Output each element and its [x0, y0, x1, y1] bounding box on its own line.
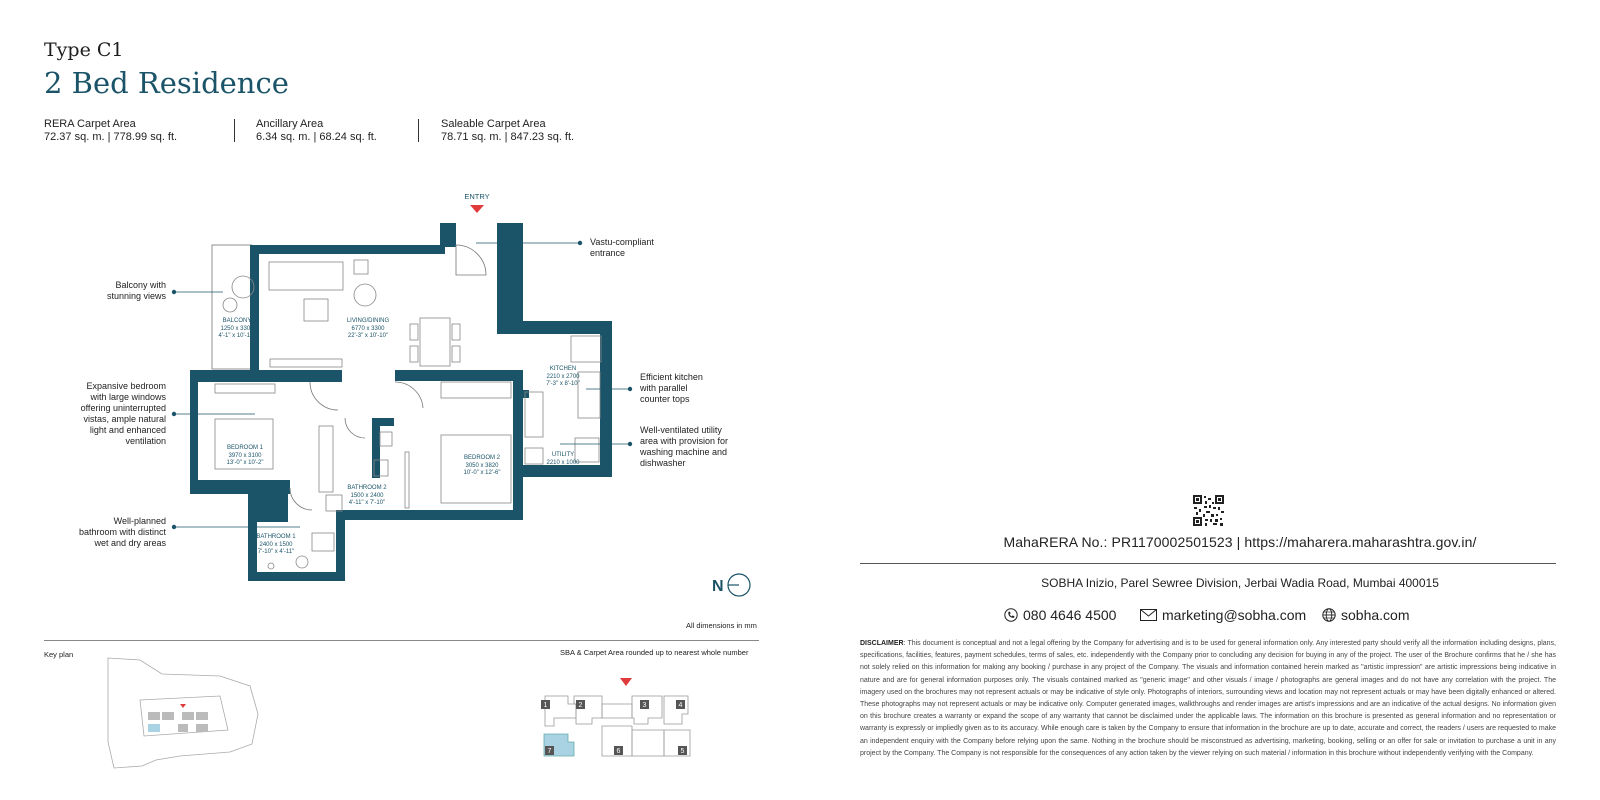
room-utility-name: UTILITY — [551, 452, 575, 458]
callout-kitchen: Efficient kitchen with parallel counter tops — [640, 372, 703, 404]
room-bathroom1-mm: 2400 x 1500 — [259, 542, 293, 548]
unit-number: 4 — [678, 702, 683, 709]
area-label: Ancillary Area — [256, 118, 324, 130]
room-balcony-mm: 1250 x 3300 — [220, 326, 254, 332]
web-contact[interactable] — [1322, 607, 1409, 623]
phone-contact[interactable] — [1004, 607, 1116, 623]
area-label: Saleable Carpet Area — [441, 118, 546, 130]
unit-number: 1 — [543, 702, 548, 709]
unit-number: 3 — [642, 702, 647, 709]
disclaimer-text: : This document is conceptual and not a legal offering by the Company for advertising and is to be used for general information only. Any interested party should verify all the information including designs, plans, specifications, facilities, features, payment schedules, terms of sales, etc. independently with the Company prior to concluding any decision for buying in any of the project. The user of the Brochure confirms that he / she has not solely relied on this information for making any booking / purchase in any project of the Company. The visuals and information contained herein marked as "artistic impression" are artistic impressions being indicative in nature and are for general information purposes only. The visuals contained marked as "generic image" and other visuals / image / photographs are general images and do not have any correlation with the project. The imagery used on the brochures may not represent actuals or may be indicative of style only. Photographs of interiors, surrounding views and location may not represent actuals or may have been digitally enhanced or altered. These photographs may not represent actuals or may be indicative only. Computer generated images, walkthroughs and render images are artist's impressions and are an indicative of the actual designs. No information given on this brochure creates a warranty or expand the scope of any warranty that cannot be disclaimed under the applicable laws. The information on this brochure is presented as general information and no representation or warranty is expressly or impliedly given as to its accuracy. While enough care is taken by the Company to ensure that information in the brochure are up to date, accurate and correct, the readers / users are requested to make an independent enquiry with the Company before relying upon the same. Nothing in the brochure should be misconstrued as advertising, marketing, booking, selling or an offer for sale or invitation to purchase a unit in any project by the Company. The Company is not responsible for the consequences of any action taken by the viewer relying on such material / information in this brochure without independently verifying with the Company. — [860, 640, 1556, 757]
globe-icon — [1322, 608, 1336, 622]
room-utility-ft: 7'-3" x 3'-3" — [547, 467, 579, 473]
rera-registration: MahaRERA No.: PR1170002501523 | https://maharera.maharashtra.gov.in/ — [1003, 534, 1477, 550]
room-bathroom2-mm: 1500 x 2400 — [350, 493, 384, 499]
room-bedroom2-ft: 10'-0" x 12'-6" — [463, 470, 501, 476]
entry-marker-icon — [620, 678, 632, 686]
unit-type-label: Type C1 — [44, 39, 124, 61]
room-bathroom1-ft: 7'-10" x 4'-11" — [257, 549, 295, 555]
key-plan-site-map — [100, 652, 265, 772]
room-kitchen-name: KITCHEN — [549, 366, 577, 372]
phone-number[interactable]: 080 4646 4500 — [1023, 607, 1117, 623]
phone-icon — [1004, 608, 1018, 622]
sba-note: SBA & Carpet Area rounded up to nearest whole number — [560, 648, 749, 657]
callout-balcony: Balcony with stunning views — [106, 280, 166, 301]
unit-number: 2 — [578, 702, 583, 709]
room-living-ft: 22'-3" x 10'-10" — [347, 333, 389, 339]
room-kitchen-mm: 2210 x 2700 — [546, 374, 580, 380]
callout-utility: Well-ventilated utility area with provision for washing machine and dishwasher — [640, 425, 729, 468]
area-label: RERA Carpet Area — [44, 118, 136, 130]
disclaimer — [860, 638, 1556, 760]
room-balcony-ft: 4'-1" x 10'-10" — [218, 333, 256, 339]
room-bedroom1-mm: 3970 x 3100 — [228, 453, 262, 459]
unit-key-plan — [540, 674, 710, 774]
mail-icon — [1140, 609, 1157, 621]
area-value: 6.34 sq. m. | 68.24 sq. ft. — [256, 131, 377, 143]
room-bathroom2-name: BATHROOM 2 — [347, 485, 387, 491]
room-living-mm: 6770 x 3300 — [351, 326, 385, 332]
callout-bathroom: Well-planned bathroom with distinct wet and dry areas — [78, 516, 166, 548]
room-bedroom1-ft: 13'-0" x 10'-2" — [226, 460, 264, 466]
divider — [860, 563, 1556, 564]
dimensions-note: All dimensions in mm — [686, 621, 757, 630]
entry-arrow-icon — [470, 205, 484, 213]
callout-entrance: Vastu-compliant entrance — [590, 237, 654, 258]
room-living-name: LIVING/DINING — [346, 318, 390, 324]
room-bathroom1-name: BATHROOM 1 — [256, 534, 296, 540]
disclaimer-label: DISCLAIMER — [860, 640, 904, 647]
room-bedroom2-mm: 3050 x 3820 — [465, 463, 499, 469]
area-value: 72.37 sq. m. | 778.99 sq. ft. — [44, 131, 178, 143]
email-contact[interactable] — [1140, 607, 1306, 623]
qr-code — [1193, 495, 1224, 526]
unit-number: 6 — [616, 748, 621, 755]
room-kitchen-ft: 7'-3" x 8'-10" — [546, 381, 580, 387]
email-address[interactable]: marketing@sobha.com — [1162, 607, 1307, 623]
furniture — [215, 260, 601, 569]
north-label: N — [712, 578, 724, 595]
unit-number: 7 — [547, 748, 552, 755]
divider — [44, 640, 759, 641]
entry-label: ENTRY — [464, 192, 490, 201]
project-address: SOBHA Inizio, Parel Sewree Division, Jerbai Wadia Road, Mumbai 400015 — [1041, 576, 1439, 590]
area-value: 78.71 sq. m. | 847.23 sq. ft. — [441, 131, 575, 143]
room-bathroom2-ft: 4'-11" x 7'-10" — [348, 500, 386, 506]
room-bedroom2-name: BEDROOM 2 — [463, 455, 501, 461]
key-plan-label: Key plan — [44, 650, 74, 659]
room-utility-mm: 2210 x 1000 — [546, 460, 580, 466]
callout-bedroom: Expansive bedroom with large windows offering uninterrupted vistas, ample natural light and enhanced ventilation — [80, 381, 166, 446]
unit-number: 5 — [680, 748, 685, 755]
website[interactable]: sobha.com — [1341, 607, 1410, 623]
balcony-outline — [212, 245, 252, 369]
room-bedroom1-name: BEDROOM 1 — [226, 445, 264, 451]
page-title: 2 Bed Residence — [44, 66, 289, 100]
room-balcony-name: BALCONY — [222, 318, 252, 324]
